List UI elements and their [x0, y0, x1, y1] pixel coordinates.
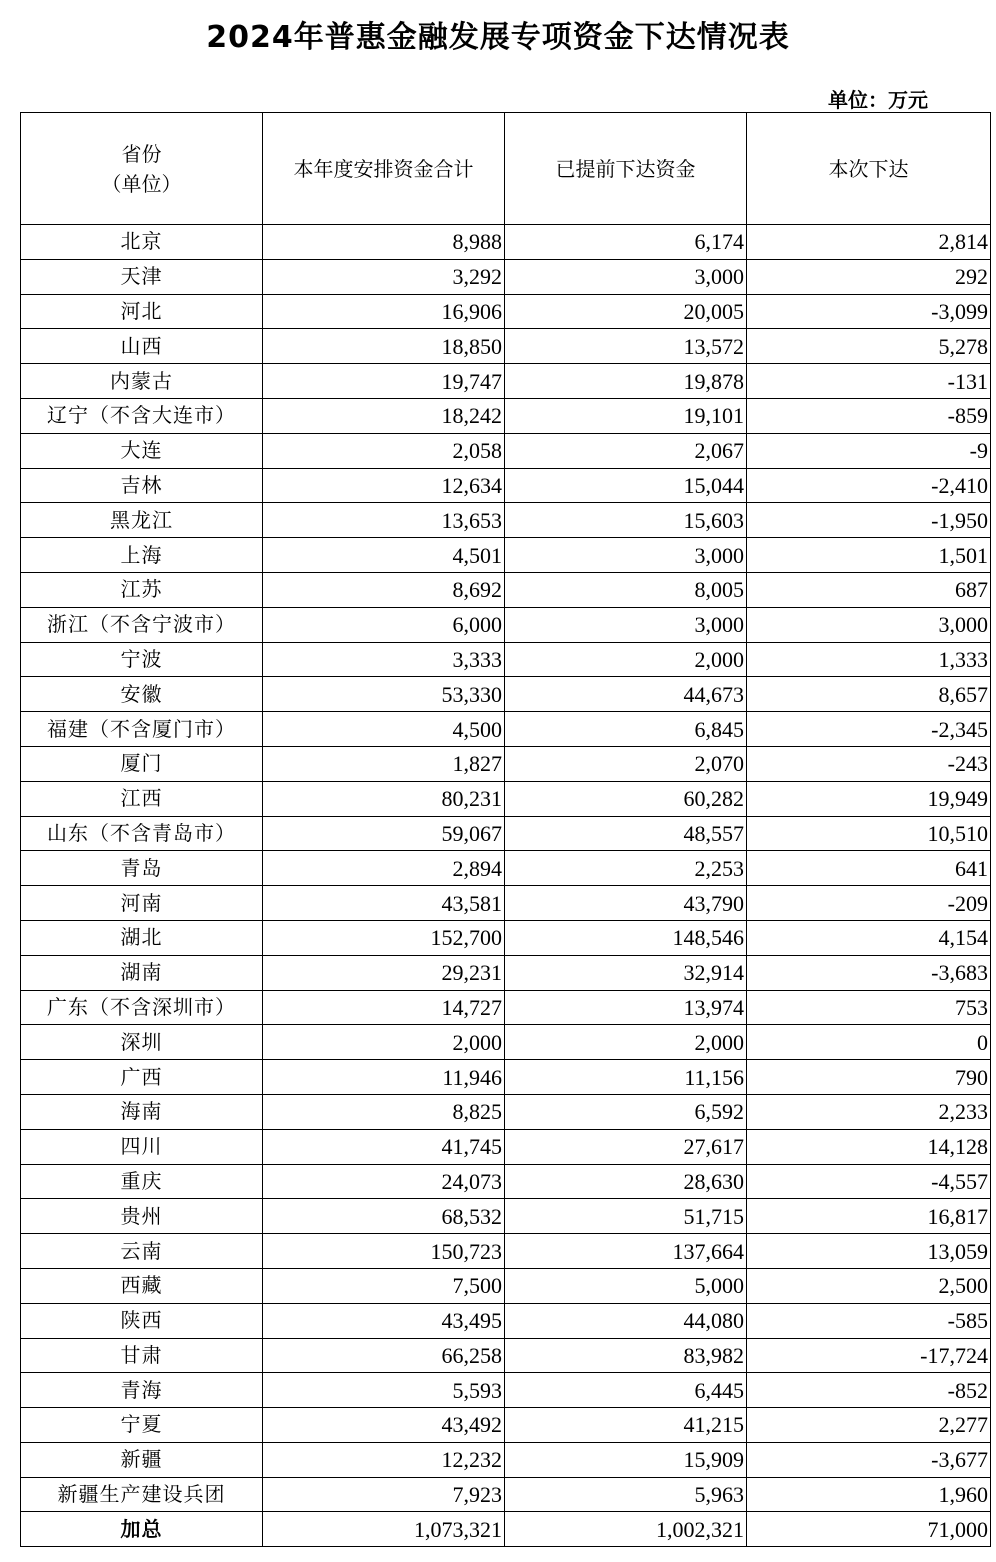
current-cell: -852	[747, 1373, 991, 1408]
advanced-cell: 2,253	[505, 851, 747, 886]
advanced-cell: 3,000	[505, 538, 747, 573]
table-row	[21, 1408, 991, 1443]
table-row	[21, 1373, 991, 1408]
total-cell: 8,825	[263, 1094, 505, 1129]
total-cell: 5,593	[263, 1373, 505, 1408]
province-cell: 内蒙古	[21, 364, 263, 399]
table-row	[21, 398, 991, 433]
province-cell: 贵州	[21, 1199, 263, 1234]
province-cell: 江西	[21, 781, 263, 816]
table-row	[21, 1025, 991, 1060]
total-cell: 3,292	[263, 259, 505, 294]
current-cell: -243	[747, 746, 991, 781]
advanced-cell: 83,982	[505, 1338, 747, 1373]
advanced-cell: 41,215	[505, 1408, 747, 1443]
current-cell: 790	[747, 1060, 991, 1095]
table-row	[21, 1338, 991, 1373]
current-cell: -131	[747, 364, 991, 399]
table-row	[21, 1268, 991, 1303]
total-cell: 6,000	[263, 607, 505, 642]
province-cell: 辽宁（不含大连市）	[21, 398, 263, 433]
province-cell: 天津	[21, 259, 263, 294]
current-cell: 2,814	[747, 225, 991, 260]
current-cell: 0	[747, 1025, 991, 1060]
advanced-cell: 6,845	[505, 712, 747, 747]
advanced-cell: 2,000	[505, 642, 747, 677]
province-cell: 山东（不含青岛市）	[21, 816, 263, 851]
current-cell: -17,724	[747, 1338, 991, 1373]
table-row	[21, 886, 991, 921]
province-cell: 大连	[21, 433, 263, 468]
header-province	[21, 113, 263, 225]
current-cell: -2,345	[747, 712, 991, 747]
province-cell: 湖南	[21, 955, 263, 990]
total-cell: 13,653	[263, 503, 505, 538]
province-cell: 西藏	[21, 1268, 263, 1303]
province-cell: 青海	[21, 1373, 263, 1408]
advanced-cell: 13,572	[505, 329, 747, 364]
table-row	[21, 1303, 991, 1338]
total-cell: 12,634	[263, 468, 505, 503]
province-cell: 上海	[21, 538, 263, 573]
advanced-cell: 19,101	[505, 398, 747, 433]
advanced-cell: 13,974	[505, 990, 747, 1025]
total-cell: 29,231	[263, 955, 505, 990]
table-row	[21, 746, 991, 781]
document-title: 2024年普惠金融发展专项资金下达情况表	[206, 20, 790, 55]
advanced-cell: 15,909	[505, 1442, 747, 1477]
current-cell: 13,059	[747, 1234, 991, 1269]
table-row	[21, 503, 991, 538]
current-cell: -3,099	[747, 294, 991, 329]
province-cell: 甘肃	[21, 1338, 263, 1373]
total-cell: 14,727	[263, 990, 505, 1025]
province-cell: 青岛	[21, 851, 263, 886]
unit-label: 单位：万元	[828, 88, 928, 112]
header-row	[21, 113, 991, 225]
total-cell: 152,700	[263, 920, 505, 955]
current-cell: 753	[747, 990, 991, 1025]
header-advanced: 已提前下达资金	[505, 113, 747, 225]
table-row	[21, 851, 991, 886]
province-cell: 宁夏	[21, 1408, 263, 1443]
header-total: 本年度安排资金合计	[263, 113, 505, 225]
province-cell: 宁波	[21, 642, 263, 677]
current-cell: 1,333	[747, 642, 991, 677]
province-cell: 云南	[21, 1234, 263, 1269]
current-cell: 687	[747, 572, 991, 607]
advanced-cell: 48,557	[505, 816, 747, 851]
total-cell: 41,745	[263, 1129, 505, 1164]
province-cell: 重庆	[21, 1164, 263, 1199]
current-cell: 14,128	[747, 1129, 991, 1164]
total-row	[21, 1512, 991, 1547]
funding-table	[20, 112, 991, 1547]
table-row	[21, 572, 991, 607]
province-cell: 黑龙江	[21, 503, 263, 538]
current-cell: -209	[747, 886, 991, 921]
current-cell: 8,657	[747, 677, 991, 712]
province-cell: 海南	[21, 1094, 263, 1129]
table-row	[21, 642, 991, 677]
table-row	[21, 259, 991, 294]
total-cell: 7,500	[263, 1268, 505, 1303]
advanced-cell: 15,044	[505, 468, 747, 503]
current-cell: 16,817	[747, 1199, 991, 1234]
total-cell: 4,501	[263, 538, 505, 573]
advanced-cell: 43,790	[505, 886, 747, 921]
table-row	[21, 1094, 991, 1129]
total-cell: 2,000	[263, 1025, 505, 1060]
table-row	[21, 225, 991, 260]
table-row	[21, 433, 991, 468]
header-current: 本次下达	[747, 113, 991, 225]
advanced-cell: 20,005	[505, 294, 747, 329]
current-cell: 2,500	[747, 1268, 991, 1303]
total-cell: 80,231	[263, 781, 505, 816]
total-cell: 8,988	[263, 225, 505, 260]
total-cell: 24,073	[263, 1164, 505, 1199]
total-cell: 4,500	[263, 712, 505, 747]
current-cell: 5,278	[747, 329, 991, 364]
total-cell: 16,906	[263, 294, 505, 329]
table-row	[21, 1129, 991, 1164]
total-cell: 8,692	[263, 572, 505, 607]
table-row	[21, 1234, 991, 1269]
advanced-cell: 5,000	[505, 1268, 747, 1303]
province-cell: 吉林	[21, 468, 263, 503]
current-cell: -9	[747, 433, 991, 468]
total-cell: 59,067	[263, 816, 505, 851]
current-cell: -859	[747, 398, 991, 433]
total-cell: 2,058	[263, 433, 505, 468]
total-cell: 1,073,321	[263, 1512, 505, 1547]
advanced-cell: 2,067	[505, 433, 747, 468]
province-cell: 新疆	[21, 1442, 263, 1477]
advanced-cell: 1,002,321	[505, 1512, 747, 1547]
province-cell: 山西	[21, 329, 263, 364]
current-cell: 2,277	[747, 1408, 991, 1443]
current-cell: -3,683	[747, 955, 991, 990]
total-cell: 1,827	[263, 746, 505, 781]
current-cell: -585	[747, 1303, 991, 1338]
total-cell: 18,242	[263, 398, 505, 433]
advanced-cell: 137,664	[505, 1234, 747, 1269]
current-cell: -3,677	[747, 1442, 991, 1477]
advanced-cell: 3,000	[505, 607, 747, 642]
province-cell: 江苏	[21, 572, 263, 607]
advanced-cell: 51,715	[505, 1199, 747, 1234]
current-cell: 292	[747, 259, 991, 294]
advanced-cell: 44,673	[505, 677, 747, 712]
current-cell: 641	[747, 851, 991, 886]
advanced-cell: 11,156	[505, 1060, 747, 1095]
advanced-cell: 15,603	[505, 503, 747, 538]
advanced-cell: 19,878	[505, 364, 747, 399]
total-cell: 53,330	[263, 677, 505, 712]
current-cell: 3,000	[747, 607, 991, 642]
table-row	[21, 920, 991, 955]
total-cell: 11,946	[263, 1060, 505, 1095]
advanced-cell: 148,546	[505, 920, 747, 955]
advanced-cell: 27,617	[505, 1129, 747, 1164]
province-cell: 福建（不含厦门市）	[21, 712, 263, 747]
table-row	[21, 607, 991, 642]
table-row	[21, 468, 991, 503]
current-cell: -2,410	[747, 468, 991, 503]
total-cell: 150,723	[263, 1234, 505, 1269]
province-cell: 深圳	[21, 1025, 263, 1060]
advanced-cell: 6,445	[505, 1373, 747, 1408]
province-cell: 厦门	[21, 746, 263, 781]
province-cell: 湖北	[21, 920, 263, 955]
province-cell: 广西	[21, 1060, 263, 1095]
header-province-line2: （单位）	[101, 171, 182, 196]
table-row	[21, 1442, 991, 1477]
total-cell: 18,850	[263, 329, 505, 364]
header-province-line1: 省份	[121, 141, 162, 166]
advanced-cell: 8,005	[505, 572, 747, 607]
current-cell: 2,233	[747, 1094, 991, 1129]
total-cell: 43,495	[263, 1303, 505, 1338]
advanced-cell: 6,174	[505, 225, 747, 260]
table-row	[21, 677, 991, 712]
total-cell: 3,333	[263, 642, 505, 677]
current-cell: 10,510	[747, 816, 991, 851]
advanced-cell: 60,282	[505, 781, 747, 816]
total-cell: 7,923	[263, 1477, 505, 1512]
table-row	[21, 364, 991, 399]
advanced-cell: 5,963	[505, 1477, 747, 1512]
table-row	[21, 990, 991, 1025]
total-cell: 19,747	[263, 364, 505, 399]
province-cell: 浙江（不含宁波市）	[21, 607, 263, 642]
total-cell: 66,258	[263, 1338, 505, 1373]
table-row	[21, 816, 991, 851]
table-row	[21, 1199, 991, 1234]
current-cell: 1,960	[747, 1477, 991, 1512]
table-row	[21, 329, 991, 364]
current-cell: 71,000	[747, 1512, 991, 1547]
province-cell: 河南	[21, 886, 263, 921]
current-cell: -1,950	[747, 503, 991, 538]
table-row	[21, 1164, 991, 1199]
advanced-cell: 44,080	[505, 1303, 747, 1338]
total-cell: 12,232	[263, 1442, 505, 1477]
province-cell: 北京	[21, 225, 263, 260]
table-row	[21, 781, 991, 816]
advanced-cell: 2,000	[505, 1025, 747, 1060]
province-cell: 河北	[21, 294, 263, 329]
province-cell: 加总	[21, 1512, 263, 1547]
advanced-cell: 28,630	[505, 1164, 747, 1199]
advanced-cell: 6,592	[505, 1094, 747, 1129]
total-cell: 2,894	[263, 851, 505, 886]
table-row	[21, 1060, 991, 1095]
table-row	[21, 1477, 991, 1512]
total-cell: 43,492	[263, 1408, 505, 1443]
current-cell: 1,501	[747, 538, 991, 573]
province-cell: 新疆生产建设兵团	[21, 1477, 263, 1512]
table-body	[21, 225, 991, 1547]
province-cell: 四川	[21, 1129, 263, 1164]
advanced-cell: 2,070	[505, 746, 747, 781]
province-cell: 陕西	[21, 1303, 263, 1338]
table-row	[21, 712, 991, 747]
table-row	[21, 294, 991, 329]
province-cell: 安徽	[21, 677, 263, 712]
current-cell: 4,154	[747, 920, 991, 955]
current-cell: -4,557	[747, 1164, 991, 1199]
advanced-cell: 3,000	[505, 259, 747, 294]
total-cell: 68,532	[263, 1199, 505, 1234]
current-cell: 19,949	[747, 781, 991, 816]
total-cell: 43,581	[263, 886, 505, 921]
table-row	[21, 538, 991, 573]
table-row	[21, 955, 991, 990]
province-cell: 广东（不含深圳市）	[21, 990, 263, 1025]
advanced-cell: 32,914	[505, 955, 747, 990]
